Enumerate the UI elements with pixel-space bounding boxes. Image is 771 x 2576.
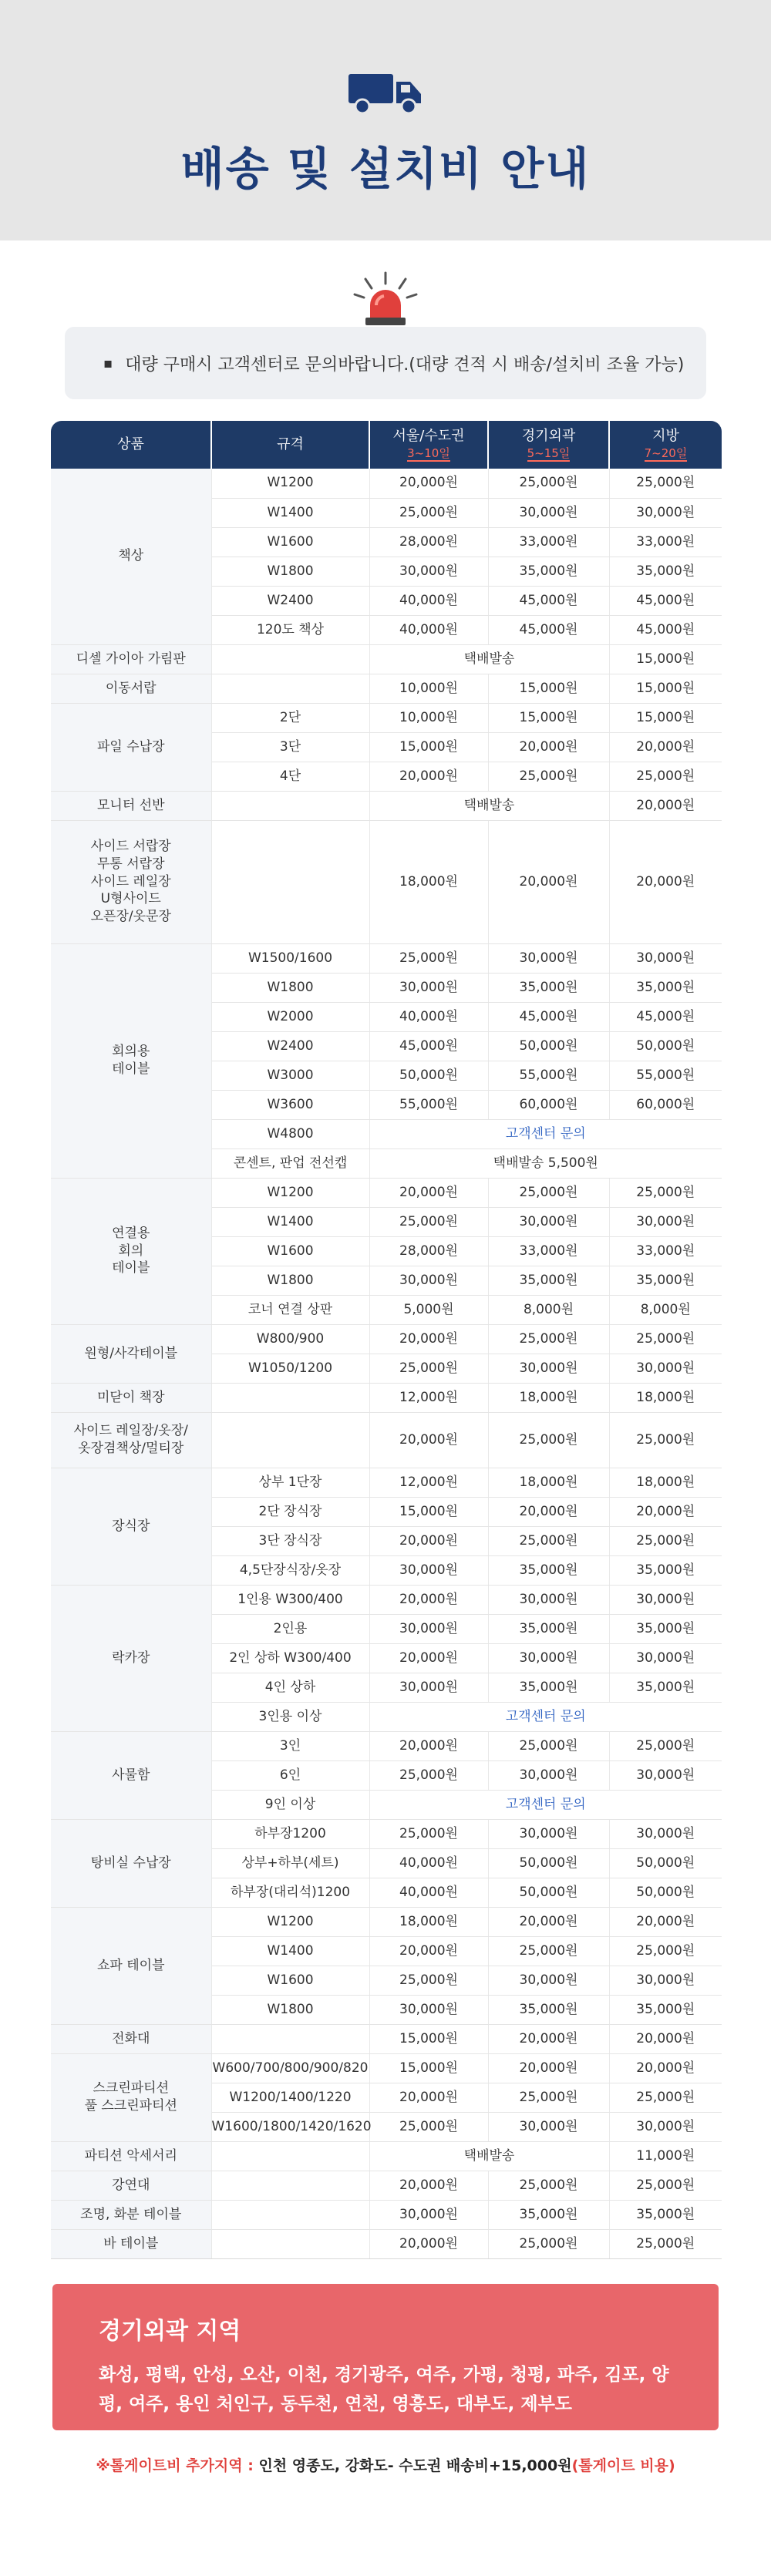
fee-local-cell: 18,000원 bbox=[609, 1468, 722, 1497]
fee-gyeonggi-cell: 50,000원 bbox=[488, 1848, 609, 1878]
spec-cell: W1800 bbox=[211, 557, 369, 586]
fee-gyeonggi-cell: 25,000원 bbox=[488, 469, 609, 498]
spec-cell bbox=[211, 2229, 369, 2258]
header-local-days: 7~20일 bbox=[644, 446, 688, 460]
fee-seoul-cell: 5,000원 bbox=[369, 1295, 488, 1324]
fee-local-cell: 30,000원 bbox=[609, 943, 722, 973]
fee-local-cell: 20,000원 bbox=[609, 820, 722, 943]
area-title: 경기외곽 지역 bbox=[99, 2318, 241, 2345]
spec-cell: 3단 bbox=[211, 732, 369, 762]
table-row bbox=[51, 469, 722, 498]
spec-cell: 3인용 이상 bbox=[211, 1702, 369, 1731]
spec-cell bbox=[211, 2171, 369, 2200]
spec-cell bbox=[211, 2141, 369, 2171]
spec-cell: 2단 bbox=[211, 703, 369, 732]
fee-gyeonggi-cell: 18,000원 bbox=[488, 1383, 609, 1412]
spec-cell: W800/900 bbox=[211, 1324, 369, 1354]
table-row bbox=[51, 2024, 722, 2053]
spec-cell bbox=[211, 791, 369, 820]
spec-cell bbox=[211, 1383, 369, 1412]
fee-gyeonggi-cell: 45,000원 bbox=[488, 1002, 609, 1031]
spec-cell: W1600 bbox=[211, 1966, 369, 1995]
fee-gyeonggi-cell: 20,000원 bbox=[488, 820, 609, 943]
fee-gyeonggi-cell: 30,000원 bbox=[488, 1760, 609, 1790]
spec-cell: W1800 bbox=[211, 1266, 369, 1295]
header-spec: 규격 bbox=[211, 421, 369, 469]
fee-local-cell: 15,000원 bbox=[609, 674, 722, 703]
table-row bbox=[51, 943, 722, 973]
table-row bbox=[51, 791, 722, 820]
product-cell: 장식장 bbox=[51, 1468, 211, 1585]
spec-cell: W1200 bbox=[211, 1907, 369, 1936]
spec-cell: 2인 상하 W300/400 bbox=[211, 1643, 369, 1673]
fee-gyeonggi-cell: 25,000원 bbox=[488, 1731, 609, 1760]
fee-seoul-cell: 25,000원 bbox=[369, 1966, 488, 1995]
spec-cell: 2단 장식장 bbox=[211, 1497, 369, 1526]
notice-box bbox=[65, 327, 706, 399]
fee-seoul-cell: 18,000원 bbox=[369, 820, 488, 943]
table-row bbox=[51, 2200, 722, 2229]
spec-cell: 콘센트, 판업 전선캡 bbox=[211, 1148, 369, 1178]
spec-cell: W3600 bbox=[211, 1090, 369, 1119]
table-row bbox=[51, 2141, 722, 2171]
fee-local-cell: 33,000원 bbox=[609, 527, 722, 557]
fee-local-cell: 25,000원 bbox=[609, 469, 722, 498]
spec-cell: W1400 bbox=[211, 1207, 369, 1236]
fee-local-cell: 45,000원 bbox=[609, 1002, 722, 1031]
fee-gyeonggi-cell: 60,000원 bbox=[488, 1090, 609, 1119]
table-row bbox=[51, 2053, 722, 2083]
product-cell: 탕비실 수납장 bbox=[51, 1819, 211, 1907]
header-gyeonggi-label: 경기외곽 bbox=[521, 427, 576, 444]
fee-gyeonggi-cell: 25,000원 bbox=[488, 2229, 609, 2258]
fee-local-cell: 30,000원 bbox=[609, 2112, 722, 2141]
fee-seoul-cell: 20,000원 bbox=[369, 1731, 488, 1760]
product-cell: 디셀 가이아 가림판 bbox=[51, 644, 211, 674]
fee-local-cell: 20,000원 bbox=[609, 791, 722, 820]
fee-local-cell: 25,000원 bbox=[609, 2083, 722, 2112]
fee-gyeonggi-cell: 30,000원 bbox=[488, 2112, 609, 2141]
product-cell: 회의용 테이블 bbox=[51, 943, 211, 1178]
fee-gyeonggi-cell: 20,000원 bbox=[488, 732, 609, 762]
fee-gyeonggi-cell: 18,000원 bbox=[488, 1468, 609, 1497]
fee-seoul-cell: 20,000원 bbox=[369, 1178, 488, 1207]
fee-gyeonggi-cell: 30,000원 bbox=[488, 1207, 609, 1236]
fee-gyeonggi-cell: 25,000원 bbox=[488, 1412, 609, 1468]
table-header bbox=[51, 421, 722, 469]
fee-local-cell: 30,000원 bbox=[609, 1819, 722, 1848]
table-body bbox=[51, 469, 722, 2258]
fee-gyeonggi-cell: 30,000원 bbox=[488, 1643, 609, 1673]
fee-local-cell: 25,000원 bbox=[609, 1178, 722, 1207]
spec-cell: W1200 bbox=[211, 469, 369, 498]
spec-cell: W1800 bbox=[211, 1995, 369, 2024]
fee-seoul-cell: 15,000원 bbox=[369, 1497, 488, 1526]
fee-local-cell: 50,000원 bbox=[609, 1878, 722, 1907]
spec-cell: 상부 1단장 bbox=[211, 1468, 369, 1497]
fee-seoul-cell: 40,000원 bbox=[369, 586, 488, 615]
fee-local-cell: 35,000원 bbox=[609, 1995, 722, 2024]
fee-seoul-cell: 25,000원 bbox=[369, 1207, 488, 1236]
fee-local-cell: 30,000원 bbox=[609, 1207, 722, 1236]
fee-seoul-cell: 55,000원 bbox=[369, 1090, 488, 1119]
fee-local-cell: 20,000원 bbox=[609, 2053, 722, 2083]
fee-seoul-cell: 25,000원 bbox=[369, 1760, 488, 1790]
fee-gyeonggi-cell: 20,000원 bbox=[488, 1497, 609, 1526]
fee-gyeonggi-cell: 15,000원 bbox=[488, 674, 609, 703]
fee-gyeonggi-cell: 20,000원 bbox=[488, 2024, 609, 2053]
fee-seoul-cell: 10,000원 bbox=[369, 703, 488, 732]
spec-cell: 1인용 W300/400 bbox=[211, 1585, 369, 1614]
fee-seoul-cell: 25,000원 bbox=[369, 943, 488, 973]
fee-gyeonggi-cell: 30,000원 bbox=[488, 1966, 609, 1995]
fee-local-cell: 50,000원 bbox=[609, 1031, 722, 1061]
fee-seoul-cell: 40,000원 bbox=[369, 1002, 488, 1031]
merged-fee-cell: 택배발송 bbox=[369, 791, 609, 820]
fee-local-cell: 30,000원 bbox=[609, 1585, 722, 1614]
fee-seoul-cell: 10,000원 bbox=[369, 674, 488, 703]
toll-prefix: ※톨게이트비 추가지역 : bbox=[96, 2457, 254, 2474]
fee-local-cell: 20,000원 bbox=[609, 732, 722, 762]
spec-cell: W2400 bbox=[211, 1031, 369, 1061]
fee-seoul-cell: 28,000원 bbox=[369, 1236, 488, 1266]
table-row bbox=[51, 1383, 722, 1412]
product-cell: 사물함 bbox=[51, 1731, 211, 1819]
spec-cell: W1200/1400/1220 bbox=[211, 2083, 369, 2112]
spec-cell: W1050/1200 bbox=[211, 1354, 369, 1383]
fee-local-cell: 20,000원 bbox=[609, 2024, 722, 2053]
fee-gyeonggi-cell: 45,000원 bbox=[488, 586, 609, 615]
fee-gyeonggi-cell: 35,000원 bbox=[488, 1614, 609, 1643]
fee-gyeonggi-cell: 20,000원 bbox=[488, 1907, 609, 1936]
fee-seoul-cell: 20,000원 bbox=[369, 1412, 488, 1468]
spec-cell: W1200 bbox=[211, 1178, 369, 1207]
fee-seoul-cell: 28,000원 bbox=[369, 527, 488, 557]
fee-gyeonggi-cell: 25,000원 bbox=[488, 1526, 609, 1555]
fee-seoul-cell: 20,000원 bbox=[369, 1526, 488, 1555]
spec-cell bbox=[211, 820, 369, 943]
spec-cell: 120도 책상 bbox=[211, 615, 369, 644]
header-local-label: 지방 bbox=[652, 427, 679, 444]
fee-gyeonggi-cell: 25,000원 bbox=[488, 2171, 609, 2200]
product-cell: 파티션 악세서리 bbox=[51, 2141, 211, 2171]
fee-gyeonggi-cell: 35,000원 bbox=[488, 973, 609, 1002]
product-cell: 이동서랍 bbox=[51, 674, 211, 703]
fee-seoul-cell: 25,000원 bbox=[369, 1819, 488, 1848]
fee-seoul-cell: 30,000원 bbox=[369, 1995, 488, 2024]
notice-text: 대량 구매시 고객센터로 문의바랍니다.(대량 견적 시 배송/설치비 조율 가능) bbox=[125, 355, 685, 375]
spec-cell: 6인 bbox=[211, 1760, 369, 1790]
table-row bbox=[51, 1178, 722, 1207]
fee-seoul-cell: 20,000원 bbox=[369, 469, 488, 498]
table-row bbox=[51, 1324, 722, 1354]
fee-seoul-cell: 30,000원 bbox=[369, 1673, 488, 1702]
fee-gyeonggi-cell: 25,000원 bbox=[488, 2083, 609, 2112]
fee-local-cell: 35,000원 bbox=[609, 1266, 722, 1295]
fee-gyeonggi-cell: 30,000원 bbox=[488, 1819, 609, 1848]
table-row bbox=[51, 674, 722, 703]
table-row bbox=[51, 2229, 722, 2258]
spec-cell: W4800 bbox=[211, 1119, 369, 1148]
table-row bbox=[51, 820, 722, 943]
fee-gyeonggi-cell: 45,000원 bbox=[488, 615, 609, 644]
fee-seoul-cell: 40,000원 bbox=[369, 615, 488, 644]
spec-cell: 4단 bbox=[211, 762, 369, 791]
fee-seoul-cell: 12,000원 bbox=[369, 1383, 488, 1412]
page-title: 배송 및 설치비 안내 bbox=[180, 143, 591, 195]
fee-gyeonggi-cell: 25,000원 bbox=[488, 1178, 609, 1207]
fee-local-cell: 11,000원 bbox=[609, 2141, 722, 2171]
spec-cell: 4,5단장식장/옷장 bbox=[211, 1555, 369, 1585]
spec-cell: 상부+하부(세트) bbox=[211, 1848, 369, 1878]
fee-local-cell: 35,000원 bbox=[609, 1555, 722, 1585]
toll-suffix: (톨게이트 비용) bbox=[571, 2457, 675, 2474]
fee-seoul-cell: 40,000원 bbox=[369, 1878, 488, 1907]
merged-fee-cell: 택배발송 5,500원 bbox=[369, 1148, 722, 1178]
table-row bbox=[51, 1412, 722, 1468]
fee-local-cell: 25,000원 bbox=[609, 1324, 722, 1354]
fee-seoul-cell: 20,000원 bbox=[369, 1324, 488, 1354]
area-list: 화성, 평택, 안성, 오산, 이천, 경기광주, 여주, 가평, 청평, 파주, 김포, 양평, 여주, 용인 처인구, 동두천, 연천, 영흥도, 대부도, 제부도 bbox=[99, 2365, 669, 2414]
fee-seoul-cell: 30,000원 bbox=[369, 2200, 488, 2229]
fee-seoul-cell: 30,000원 bbox=[369, 1266, 488, 1295]
fee-gyeonggi-cell: 30,000원 bbox=[488, 498, 609, 527]
product-cell: 사이드 서랍장 무통 서랍장 사이드 레일장 U형사이드 오픈장/옷문장 bbox=[51, 820, 211, 943]
fee-gyeonggi-cell: 30,000원 bbox=[488, 943, 609, 973]
spec-cell: W1500/1600 bbox=[211, 943, 369, 973]
fee-local-cell: 25,000원 bbox=[609, 1936, 722, 1966]
fee-seoul-cell: 30,000원 bbox=[369, 557, 488, 586]
fee-gyeonggi-cell: 55,000원 bbox=[488, 1061, 609, 1090]
spec-cell: 2인용 bbox=[211, 1614, 369, 1643]
table-row bbox=[51, 1819, 722, 1848]
spec-cell bbox=[211, 2200, 369, 2229]
merged-fee-cell: 고객센터 문의 bbox=[369, 1790, 722, 1819]
spec-cell bbox=[211, 644, 369, 674]
table-row bbox=[51, 1731, 722, 1760]
fee-seoul-cell: 20,000원 bbox=[369, 762, 488, 791]
fee-local-cell: 30,000원 bbox=[609, 1966, 722, 1995]
toll-note bbox=[0, 2454, 771, 2475]
fee-gyeonggi-cell: 25,000원 bbox=[488, 762, 609, 791]
fee-local-cell: 45,000원 bbox=[609, 615, 722, 644]
merged-fee-cell: 택배발송 bbox=[369, 2141, 609, 2171]
fee-local-cell: 25,000원 bbox=[609, 762, 722, 791]
spec-cell: 4인 상하 bbox=[211, 1673, 369, 1702]
fee-gyeonggi-cell: 30,000원 bbox=[488, 1354, 609, 1383]
fee-seoul-cell: 45,000원 bbox=[369, 1031, 488, 1061]
fee-seoul-cell: 30,000원 bbox=[369, 1614, 488, 1643]
fee-gyeonggi-cell: 35,000원 bbox=[488, 1995, 609, 2024]
header-gyeonggi-days: 5~15일 bbox=[527, 446, 571, 460]
fee-local-cell: 30,000원 bbox=[609, 1760, 722, 1790]
fee-gyeonggi-cell: 8,000원 bbox=[488, 1295, 609, 1324]
fee-local-cell: 20,000원 bbox=[609, 1497, 722, 1526]
fee-seoul-cell: 25,000원 bbox=[369, 498, 488, 527]
table-row bbox=[51, 703, 722, 732]
spec-cell: W3000 bbox=[211, 1061, 369, 1090]
table-row bbox=[51, 2171, 722, 2200]
fee-seoul-cell: 15,000원 bbox=[369, 2053, 488, 2083]
fee-local-cell: 8,000원 bbox=[609, 1295, 722, 1324]
spec-cell: W1600 bbox=[211, 1236, 369, 1266]
spec-cell: 3인 bbox=[211, 1731, 369, 1760]
fee-seoul-cell: 15,000원 bbox=[369, 2024, 488, 2053]
fee-seoul-cell: 18,000원 bbox=[369, 1907, 488, 1936]
fee-seoul-cell: 20,000원 bbox=[369, 2229, 488, 2258]
toll-body: 인천 영종도, 강화도- 수도권 배송비+15,000원 bbox=[258, 2457, 572, 2474]
fee-local-cell: 25,000원 bbox=[609, 2229, 722, 2258]
spec-cell: 코너 연결 상판 bbox=[211, 1295, 369, 1324]
fee-gyeonggi-cell: 25,000원 bbox=[488, 1936, 609, 1966]
fee-seoul-cell: 20,000원 bbox=[369, 1936, 488, 1966]
gyeonggi-area-box bbox=[52, 2284, 719, 2430]
product-cell: 조명, 화분 테이블 bbox=[51, 2200, 211, 2229]
fee-gyeonggi-cell: 35,000원 bbox=[488, 1266, 609, 1295]
fee-local-cell: 15,000원 bbox=[609, 644, 722, 674]
table-row bbox=[51, 644, 722, 674]
product-cell: 파일 수납장 bbox=[51, 703, 211, 791]
fee-seoul-cell: 50,000원 bbox=[369, 1061, 488, 1090]
fee-seoul-cell: 20,000원 bbox=[369, 2171, 488, 2200]
fee-local-cell: 50,000원 bbox=[609, 1848, 722, 1878]
fee-seoul-cell: 30,000원 bbox=[369, 973, 488, 1002]
fee-local-cell: 18,000원 bbox=[609, 1383, 722, 1412]
fee-seoul-cell: 20,000원 bbox=[369, 2083, 488, 2112]
header-seoul-days: 3~10일 bbox=[407, 446, 450, 460]
fee-gyeonggi-cell: 35,000원 bbox=[488, 557, 609, 586]
header-seoul bbox=[369, 421, 488, 469]
product-cell: 스크린파티션 풀 스크린파티션 bbox=[51, 2053, 211, 2141]
fee-local-cell: 45,000원 bbox=[609, 586, 722, 615]
spec-cell bbox=[211, 674, 369, 703]
shipping-fee-table bbox=[51, 421, 722, 2259]
spec-cell: W600/700/800/900/820 bbox=[211, 2053, 369, 2083]
header-gyeonggi bbox=[488, 421, 609, 469]
fee-seoul-cell: 20,000원 bbox=[369, 1643, 488, 1673]
product-cell: 쇼파 테이블 bbox=[51, 1907, 211, 2024]
fee-seoul-cell: 12,000원 bbox=[369, 1468, 488, 1497]
product-cell: 사이드 레일장/옷장/ 옷장겸책상/멀티장 bbox=[51, 1412, 211, 1468]
fee-local-cell: 20,000원 bbox=[609, 1907, 722, 1936]
fee-gyeonggi-cell: 35,000원 bbox=[488, 1555, 609, 1585]
header-local bbox=[609, 421, 722, 469]
fee-gyeonggi-cell: 33,000원 bbox=[488, 1236, 609, 1266]
fee-gyeonggi-cell: 50,000원 bbox=[488, 1878, 609, 1907]
spec-cell bbox=[211, 1412, 369, 1468]
fee-local-cell: 55,000원 bbox=[609, 1061, 722, 1090]
spec-cell: 9인 이상 bbox=[211, 1790, 369, 1819]
fee-local-cell: 30,000원 bbox=[609, 498, 722, 527]
spec-cell: W1600/1800/1420/1620 bbox=[211, 2112, 369, 2141]
spec-cell: W2000 bbox=[211, 1002, 369, 1031]
fee-seoul-cell: 30,000원 bbox=[369, 1555, 488, 1585]
fee-local-cell: 35,000원 bbox=[609, 1614, 722, 1643]
fee-gyeonggi-cell: 35,000원 bbox=[488, 1673, 609, 1702]
fee-local-cell: 35,000원 bbox=[609, 557, 722, 586]
fee-gyeonggi-cell: 50,000원 bbox=[488, 1031, 609, 1061]
hero-banner bbox=[0, 0, 771, 240]
table-row bbox=[51, 1585, 722, 1614]
spec-cell: W2400 bbox=[211, 586, 369, 615]
fee-seoul-cell: 15,000원 bbox=[369, 732, 488, 762]
fee-local-cell: 60,000원 bbox=[609, 1090, 722, 1119]
product-cell: 미닫이 책장 bbox=[51, 1383, 211, 1412]
spec-cell: 하부장(대리석)1200 bbox=[211, 1878, 369, 1907]
spec-cell: 하부장1200 bbox=[211, 1819, 369, 1848]
spec-cell: W1800 bbox=[211, 973, 369, 1002]
fee-seoul-cell: 25,000원 bbox=[369, 1354, 488, 1383]
fee-gyeonggi-cell: 30,000원 bbox=[488, 1585, 609, 1614]
product-cell: 바 테이블 bbox=[51, 2229, 211, 2258]
fee-seoul-cell: 25,000원 bbox=[369, 2112, 488, 2141]
table-row bbox=[51, 1468, 722, 1497]
product-cell: 락카장 bbox=[51, 1585, 211, 1731]
spec-cell: 3단 장식장 bbox=[211, 1526, 369, 1555]
fee-local-cell: 15,000원 bbox=[609, 703, 722, 732]
table-row bbox=[51, 1907, 722, 1936]
spec-cell bbox=[211, 2024, 369, 2053]
bullet-icon: ▪ bbox=[103, 355, 113, 372]
product-cell: 전화대 bbox=[51, 2024, 211, 2053]
fee-seoul-cell: 20,000원 bbox=[369, 1585, 488, 1614]
fee-gyeonggi-cell: 35,000원 bbox=[488, 2200, 609, 2229]
fee-local-cell: 30,000원 bbox=[609, 1354, 722, 1383]
spec-cell: W1400 bbox=[211, 498, 369, 527]
product-cell: 책상 bbox=[51, 469, 211, 644]
fee-gyeonggi-cell: 33,000원 bbox=[488, 527, 609, 557]
product-cell: 강연대 bbox=[51, 2171, 211, 2200]
spec-cell: W1400 bbox=[211, 1936, 369, 1966]
fee-local-cell: 25,000원 bbox=[609, 1731, 722, 1760]
fee-seoul-cell: 40,000원 bbox=[369, 1848, 488, 1878]
fee-local-cell: 25,000원 bbox=[609, 2171, 722, 2200]
fee-local-cell: 33,000원 bbox=[609, 1236, 722, 1266]
fee-local-cell: 35,000원 bbox=[609, 1673, 722, 1702]
fee-local-cell: 35,000원 bbox=[609, 2200, 722, 2229]
fee-local-cell: 30,000원 bbox=[609, 1643, 722, 1673]
spec-cell: W1600 bbox=[211, 527, 369, 557]
merged-fee-cell: 고객센터 문의 bbox=[369, 1119, 722, 1148]
fee-local-cell: 25,000원 bbox=[609, 1412, 722, 1468]
fee-gyeonggi-cell: 15,000원 bbox=[488, 703, 609, 732]
product-cell: 연결용 회의 테이블 bbox=[51, 1178, 211, 1324]
header-seoul-label: 서울/수도권 bbox=[392, 427, 465, 444]
fee-local-cell: 25,000원 bbox=[609, 1526, 722, 1555]
header-product: 상품 bbox=[51, 421, 211, 469]
fee-gyeonggi-cell: 25,000원 bbox=[488, 1324, 609, 1354]
merged-fee-cell: 택배발송 bbox=[369, 644, 609, 674]
product-cell: 모니터 선반 bbox=[51, 791, 211, 820]
truck-icon bbox=[348, 71, 423, 116]
product-cell: 원형/사각테이블 bbox=[51, 1324, 211, 1383]
fee-local-cell: 35,000원 bbox=[609, 973, 722, 1002]
fee-gyeonggi-cell: 20,000원 bbox=[488, 2053, 609, 2083]
merged-fee-cell: 고객센터 문의 bbox=[369, 1702, 722, 1731]
